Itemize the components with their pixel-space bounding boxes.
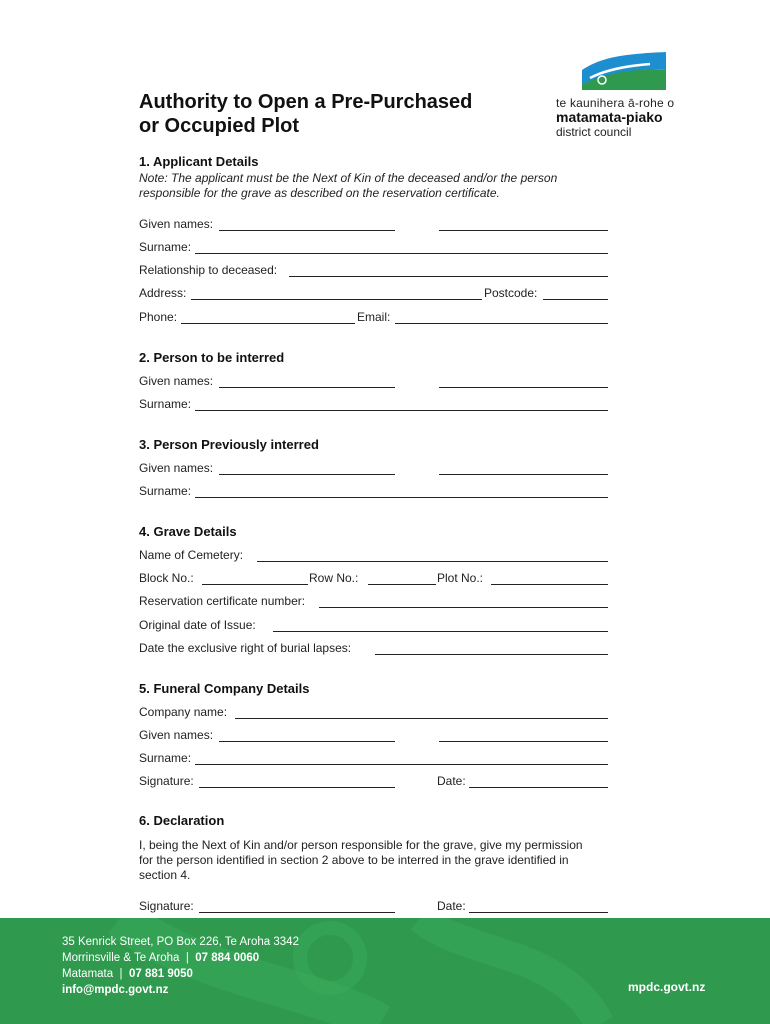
- funeral-signature-field[interactable]: [199, 787, 395, 788]
- block-no-field[interactable]: [202, 584, 308, 585]
- applicant-postcode-field[interactable]: [543, 299, 608, 300]
- lapse-date-row: Date the exclusive right of burial lapses:: [139, 641, 608, 657]
- lapse-date-field[interactable]: [375, 654, 608, 655]
- declaration-signature-field[interactable]: [199, 912, 395, 913]
- section-2-heading: 2. Person to be interred: [139, 350, 285, 365]
- footer-address: 35 Kenrick Street, PO Box 226, Te Aroha 3342: [62, 936, 299, 948]
- applicant-surname-row: Surname:: [139, 240, 608, 256]
- section-6-heading: 6. Declaration: [139, 813, 225, 828]
- logo-text-maori: te kaunihera ā-rohe o: [556, 96, 675, 110]
- applicant-relationship-row: Relationship to deceased:: [139, 263, 608, 279]
- footer: [0, 918, 770, 1024]
- cemetery-field[interactable]: [257, 561, 608, 562]
- funeral-given-names-field[interactable]: [219, 741, 395, 742]
- declaration-date-field[interactable]: [469, 912, 608, 913]
- applicant-given-names-row: Given names:: [139, 217, 608, 233]
- reservation-row: Reservation certificate number:: [139, 594, 608, 610]
- previous-surname-row: Surname:: [139, 484, 608, 500]
- applicant-given-names-field[interactable]: [219, 230, 395, 231]
- applicant-given-names-field-2[interactable]: [439, 230, 608, 231]
- applicant-address-row: Address: Postcode:: [139, 286, 608, 302]
- reservation-number-field[interactable]: [319, 607, 608, 608]
- applicant-address-field[interactable]: [191, 299, 482, 300]
- footer-phone-matamata: Matamata | 07 881 9050: [62, 968, 193, 980]
- footer-website-link[interactable]: mpdc.govt.nz: [628, 980, 706, 994]
- interred-given-names-field-2[interactable]: [439, 387, 608, 388]
- funeral-given-names-row: Given names:: [139, 728, 608, 744]
- declaration-signature-row: Signature: Date:: [139, 899, 608, 915]
- block-row-plot-row: Block No.: Row No.: Plot No.:: [139, 571, 608, 587]
- previous-given-names-row: Given names:: [139, 461, 608, 477]
- interred-surname-row: Surname:: [139, 397, 608, 413]
- applicant-email-field[interactable]: [395, 323, 608, 324]
- interred-given-names-field[interactable]: [219, 387, 395, 388]
- interred-given-names-row: Given names:: [139, 374, 608, 390]
- footer-email-link[interactable]: info@mpdc.govt.nz: [62, 984, 169, 996]
- section-4-heading: 4. Grave Details: [139, 524, 237, 539]
- applicant-relationship-field[interactable]: [289, 276, 608, 277]
- issue-date-field[interactable]: [273, 631, 608, 632]
- council-logo-icon: [555, 50, 695, 94]
- section-3-heading: 3. Person Previously interred: [139, 437, 319, 452]
- section-1-note: Note: The applicant must be the Next of Kin of the deceased and/or the person responsible for the grave as described on the reservation certificate.: [139, 171, 558, 200]
- declaration-text: I, being the Next of Kin and/or person responsible for the grave, give my permission for the person identified in section 2 above to be interred in the grave identified in section 4.: [139, 838, 583, 882]
- logo-text-name: matamata-piako: [556, 109, 663, 125]
- logo-text-council: district council: [556, 125, 632, 139]
- section-1-heading: 1. Applicant Details: [139, 154, 259, 169]
- funeral-given-names-field-2[interactable]: [439, 741, 608, 742]
- issue-date-row: Original date of Issue:: [139, 618, 608, 634]
- applicant-phone-field[interactable]: [181, 323, 355, 324]
- applicant-surname-field[interactable]: [195, 253, 608, 254]
- funeral-date-field[interactable]: [469, 787, 608, 788]
- funeral-surname-field[interactable]: [195, 764, 608, 765]
- previous-given-names-field-2[interactable]: [439, 474, 608, 475]
- interred-surname-field[interactable]: [195, 410, 608, 411]
- previous-surname-field[interactable]: [195, 497, 608, 498]
- funeral-surname-row: Surname:: [139, 751, 608, 767]
- page-title: Authority to Open a Pre-Purchased or Occupied Plot: [139, 91, 473, 137]
- company-name-row: Company name:: [139, 705, 608, 721]
- section-5-heading: 5. Funeral Company Details: [139, 681, 310, 696]
- funeral-signature-row: Signature: Date:: [139, 774, 608, 790]
- previous-given-names-field[interactable]: [219, 474, 395, 475]
- plot-no-field[interactable]: [491, 584, 608, 585]
- footer-phone-morrinsville: Morrinsville & Te Aroha | 07 884 0060: [62, 952, 260, 964]
- applicant-phone-email-row: Phone: Email:: [139, 310, 608, 326]
- company-name-field[interactable]: [235, 718, 608, 719]
- cemetery-row: Name of Cemetery:: [139, 548, 608, 564]
- row-no-field[interactable]: [368, 584, 436, 585]
